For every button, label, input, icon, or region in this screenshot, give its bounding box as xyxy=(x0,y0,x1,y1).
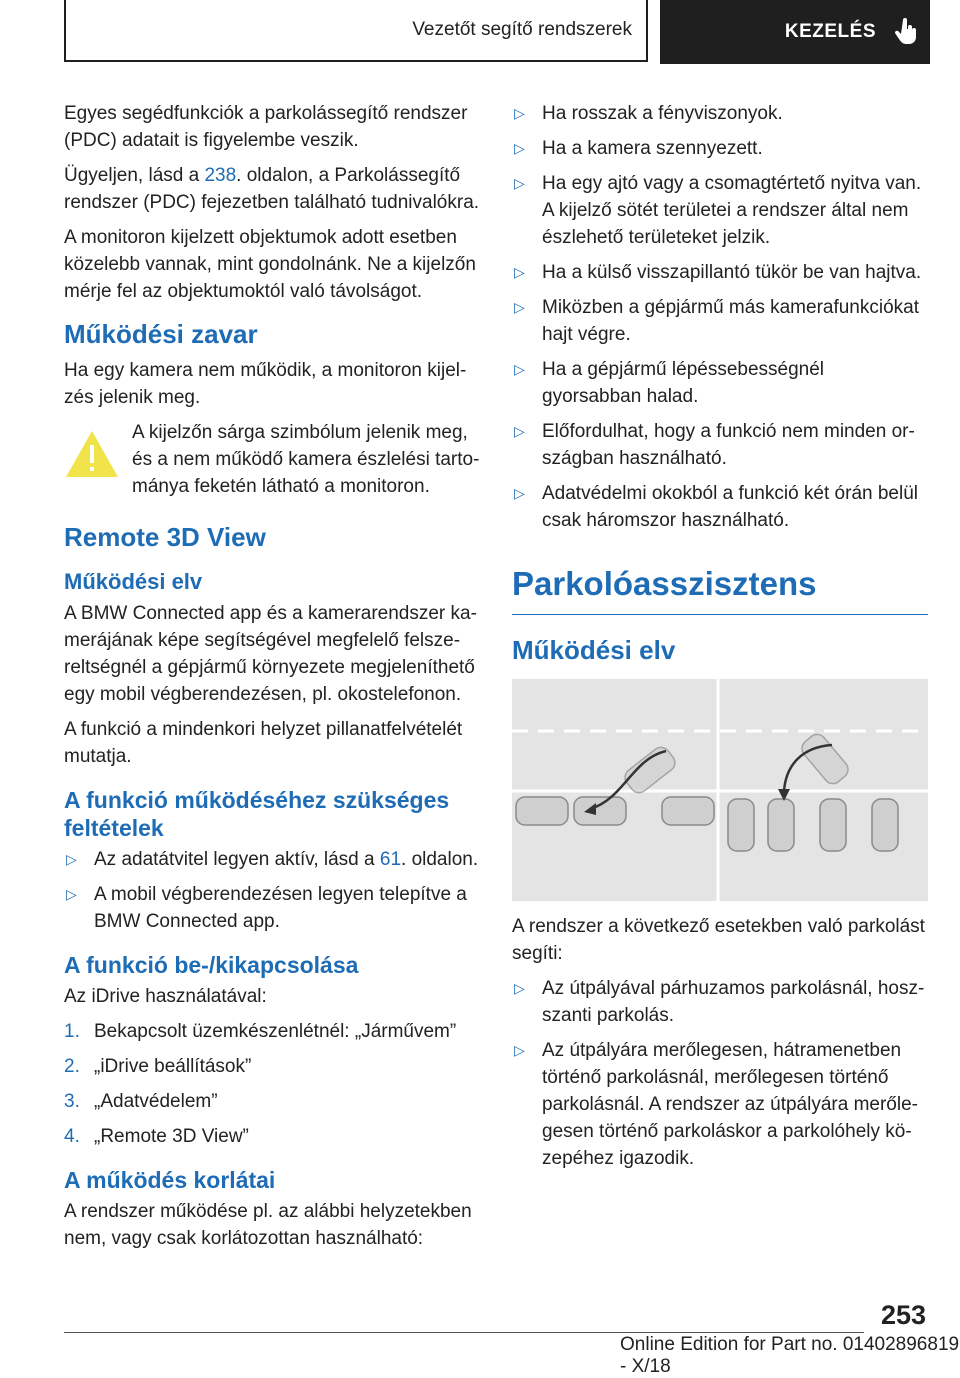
heading-switch-on-off: A funkció be-/kikapcsolása xyxy=(64,952,359,978)
list-item: ▷ Miközben a gépjármű más kamerafunkciókat hajt végre. xyxy=(512,294,928,348)
page-number: 253 xyxy=(880,1300,926,1330)
section-title: Vezetőt segítő rendszerek xyxy=(64,0,648,62)
snapshot-paragraph: A funkció a mindenkori helyzet pillanatfelvételét mutatja. xyxy=(64,719,463,767)
warning-block xyxy=(64,419,480,500)
remote-description: A BMW Connected app és a kamerarendszer ka- merájának képe segítségével megfelelő felsze- reltségnél a gépjármű környezete megjeleníthető egy mobil végberendezésen, pl. okostelefonon. xyxy=(64,603,477,705)
triangle-bullet-icon: ▷ xyxy=(514,140,525,156)
list-item: ▷ Ha a gépjármű lépéssebességnél gyorsabban halad. xyxy=(512,356,928,410)
list-item: ▷ Az adatátvitel legyen aktív, lásd a 61. oldalon. xyxy=(64,846,480,873)
triangle-bullet-icon: ▷ xyxy=(514,423,525,439)
triangle-bullet-icon: ▷ xyxy=(514,105,525,121)
triangle-bullet-icon: ▷ xyxy=(514,299,525,315)
heading-remote-3d-view: Remote 3D View xyxy=(64,522,266,552)
intro-paragraph: Egyes segédfunkciók a parkolássegítő rendszer (PDC) adatait is figyelembe veszik. xyxy=(64,103,468,151)
distance-paragraph: A monitoron kijelzett objektumok adott esetben közelebb vannak, mint gondolnánk. Ne a kijelzőn mérje fel az objektumoktól való távolságot. xyxy=(64,227,476,302)
page-link-238[interactable]: 238 xyxy=(204,165,237,186)
list-item: ▷ Ha a külső visszapillantó tükör be van hajtva. xyxy=(512,259,928,286)
heading-requirements: A funkció működéséhez szükséges feltételek xyxy=(64,787,450,841)
list-item: ▷ Az útpályára merőlegesen, hátramenetben történő parkolásnál, merőlegesen történő parkolásnál. A rendszer az útpályára merőle- gesen történő parkoláskor a parkolóhely kö- zepéhez igazodik. xyxy=(512,1037,928,1172)
list-item: ▷ Adatvédelmi okokból a funkció két órán belül csak háromszor használható. xyxy=(512,480,928,534)
triangle-bullet-icon: ▷ xyxy=(514,264,525,280)
left-column xyxy=(64,100,480,1260)
parking-intro: A rendszer a következő esetekben való parkolást segíti: xyxy=(512,916,925,964)
list-item: ▷ A mobil végberendezésen legyen telepítve a BMW Connected app. xyxy=(64,881,480,935)
limitations-paragraph: A rendszer működése pl. az alábbi helyzetekben nem, vagy csak korlátozottan használható: xyxy=(64,1201,472,1249)
right-column xyxy=(512,100,928,1180)
heading-limitations: A működés korlátai xyxy=(64,1167,276,1193)
triangle-bullet-icon: ▷ xyxy=(514,980,525,996)
heading-divider xyxy=(512,614,928,615)
chapter-tab[interactable] xyxy=(660,0,930,64)
footer-divider xyxy=(64,1332,864,1333)
triangle-bullet-icon: ▷ xyxy=(66,851,77,867)
idrive-paragraph: Az iDrive használatával: xyxy=(64,986,267,1007)
list-item: 2. „iDrive beállítások” xyxy=(64,1056,252,1077)
hand-pointer-icon xyxy=(894,18,918,46)
chapter-tab-label: KEZELÉS xyxy=(784,21,876,42)
heading-operating-principle-2: Működési elv xyxy=(512,635,676,665)
list-item: ▷ Ha a kamera szennyezett. xyxy=(512,135,928,162)
list-item: ▷ Előfordulhat, hogy a funkció nem minden or- szágban használható. xyxy=(512,418,928,472)
page-header xyxy=(64,0,930,64)
requirements-list xyxy=(64,846,480,935)
steps-list xyxy=(64,1018,480,1150)
heading-malfunction: Működési zavar xyxy=(64,319,258,349)
triangle-bullet-icon: ▷ xyxy=(66,886,77,902)
parking-cases-list xyxy=(512,975,928,1172)
list-item: ▷ Az útpályával párhuzamos parkolásnál, hosz- szanti parkolás. xyxy=(512,975,928,1029)
parking-diagram xyxy=(512,679,928,901)
list-item: ▷ Ha rosszak a fényviszonyok. xyxy=(512,100,928,127)
pdc-reference-paragraph: Ügyeljen, lásd a 238. oldalon, a Parkolássegítő rendszer (PDC) fejezetben található tudnivalókra. xyxy=(64,165,480,213)
warning-text: A kijelzőn sárga szimbólum jelenik meg, és a nem működő kamera észlelési tarto- mánya feketén látható a monitoron. xyxy=(132,422,480,497)
heading-parking-assistant: Parkolóasszisztens xyxy=(512,565,817,602)
page-link-61[interactable]: 61 xyxy=(379,849,402,870)
list-item: 3. „Adatvédelem” xyxy=(64,1091,218,1112)
limitations-list xyxy=(512,100,928,534)
heading-operating-principle: Működési elv xyxy=(64,569,203,594)
parking-illustration xyxy=(512,679,928,901)
list-item: ▷ Ha egy ajtó vagy a csomagtértető nyitva van. A kijelző sötét területei a rendszer által nem észlehető területeket jelzik. xyxy=(512,170,928,251)
triangle-bullet-icon: ▷ xyxy=(514,361,525,377)
warning-triangle-icon xyxy=(64,427,120,483)
edition-footer: Online Edition for Part no. 01402896819 - X/18 xyxy=(620,1334,960,1377)
triangle-bullet-icon: ▷ xyxy=(514,175,525,191)
triangle-bullet-icon: ▷ xyxy=(514,1042,525,1058)
list-item: 4. „Remote 3D View” xyxy=(64,1126,249,1147)
triangle-bullet-icon: ▷ xyxy=(514,485,525,501)
list-item: 1. Bekapcsolt üzemkészenlétnél: „Járművem” xyxy=(64,1021,457,1042)
malfunction-paragraph: Ha egy kamera nem működik, a monitoron kijel- zés jelenik meg. xyxy=(64,360,467,408)
